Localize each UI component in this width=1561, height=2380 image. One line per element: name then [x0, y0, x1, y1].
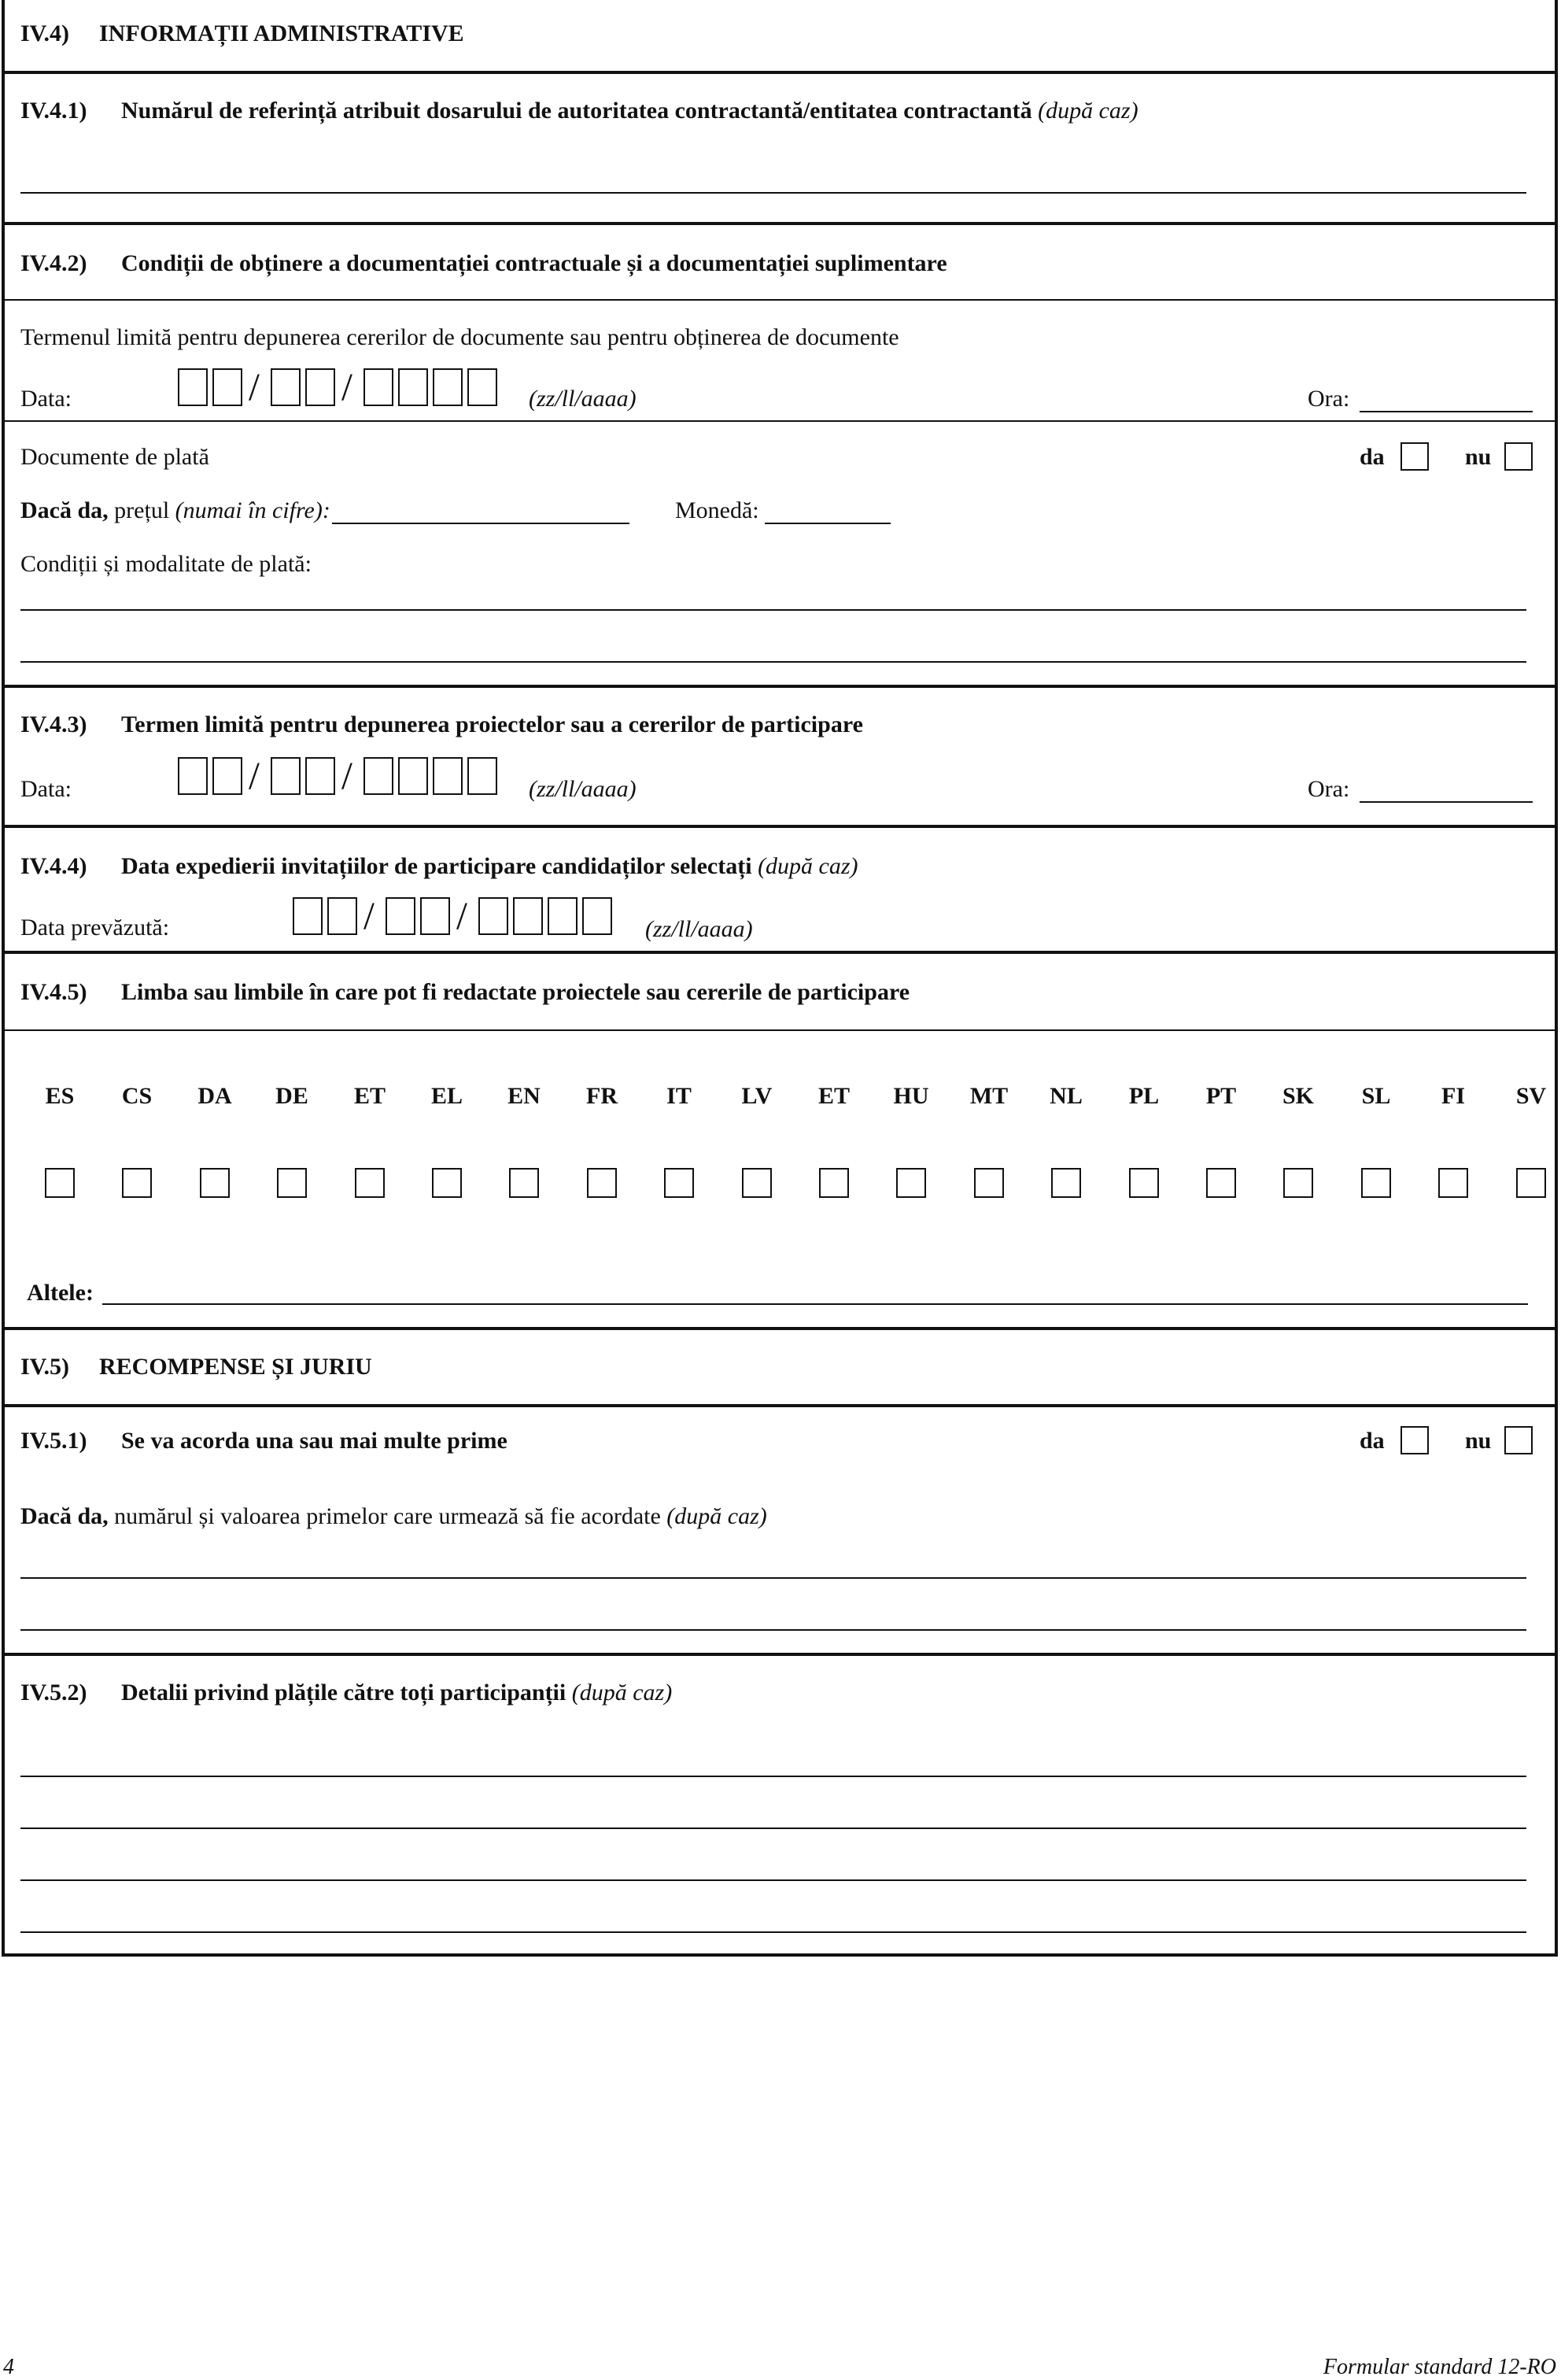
- date-separator: /: [456, 893, 467, 937]
- month-box[interactable]: [271, 757, 301, 795]
- section-iv-4-5-header: [5, 952, 1555, 1029]
- prizes-text: numărul și valoarea primelor care urmează să fie acordate: [114, 1503, 661, 1529]
- if-yes-label: Dacă da,: [20, 497, 109, 523]
- deadline-text: Termenul limită pentru depunerea cererilor de documente sau pentru obținerea de documente: [20, 324, 899, 350]
- date-label: Data:: [20, 386, 72, 412]
- year-box[interactable]: [467, 368, 497, 406]
- language-checkbox[interactable]: [974, 1168, 1004, 1198]
- date-boxes[interactable]: [293, 893, 623, 938]
- language-checkbox[interactable]: [819, 1168, 849, 1198]
- other-languages-line[interactable]: [102, 1303, 1528, 1305]
- language-label: IT: [666, 1083, 692, 1109]
- language-label: NL: [1050, 1083, 1083, 1109]
- date-boxes[interactable]: [178, 753, 508, 798]
- date-separator: /: [249, 364, 260, 408]
- reference-number-line[interactable]: [20, 192, 1526, 194]
- year-box[interactable]: [467, 757, 497, 795]
- section-number: IV.5.1): [20, 1428, 87, 1454]
- language-checkbox[interactable]: [1283, 1168, 1313, 1198]
- language-label: DA: [197, 1083, 232, 1109]
- year-box[interactable]: [363, 368, 393, 406]
- yes-label: da: [1360, 1428, 1385, 1454]
- date-boxes[interactable]: [178, 364, 508, 409]
- language-label: FR: [586, 1083, 618, 1109]
- section-iv-4-4: [5, 826, 1555, 951]
- section-title: Condiții de obținere a documentației contractuale și a documentației suplimentare: [121, 250, 947, 276]
- date-separator: /: [363, 893, 375, 937]
- language-label: SV: [1515, 1083, 1547, 1109]
- language-label: LV: [741, 1083, 773, 1109]
- language-checkbox[interactable]: [1206, 1168, 1236, 1198]
- price-note: (numai în cifre):: [175, 497, 330, 523]
- yes-label: da: [1360, 444, 1385, 470]
- language-label: EL: [430, 1083, 463, 1109]
- year-box[interactable]: [548, 897, 578, 935]
- payment-details-line-1[interactable]: [20, 1776, 1526, 1777]
- section-iv-5-2: [5, 1654, 1555, 1957]
- section-title: RECOMPENSE ȘI JURIU: [99, 1354, 372, 1380]
- day-box[interactable]: [178, 368, 208, 406]
- time-line[interactable]: [1360, 801, 1533, 803]
- no-checkbox[interactable]: [1504, 1426, 1533, 1454]
- date-format: (zz/ll/aaaa): [645, 916, 753, 942]
- other-languages-label: Altele:: [27, 1280, 94, 1306]
- section-title: Limba sau limbile în care pot fi redactate proiectele sau cererile de participare: [121, 979, 910, 1005]
- language-checkbox[interactable]: [664, 1168, 694, 1198]
- section-number: IV.4.4): [20, 853, 87, 879]
- section-title: Data expedierii invitațiilor de participare candidaților selectați: [121, 853, 752, 879]
- language-checkbox[interactable]: [509, 1168, 539, 1198]
- time-line[interactable]: [1360, 411, 1533, 412]
- language-checkbox[interactable]: [1129, 1168, 1159, 1198]
- language-checkbox[interactable]: [45, 1168, 75, 1198]
- payment-documents: [5, 422, 1555, 685]
- section-note: (după caz): [1038, 98, 1138, 124]
- section-title-wrap: [20, 855, 858, 878]
- section-title: Se va acorda una sau mai multe prime: [121, 1428, 507, 1454]
- language-checkbox[interactable]: [277, 1168, 307, 1198]
- time-label: Ora:: [1308, 776, 1350, 802]
- section-title-wrap: [20, 1681, 672, 1705]
- language-label: PT: [1205, 1083, 1237, 1109]
- section-iv-4-3: [5, 686, 1555, 825]
- price-input-line[interactable]: [332, 523, 629, 524]
- year-box[interactable]: [478, 897, 508, 935]
- section-note: (după caz): [666, 1503, 767, 1529]
- form-identifier: Formular standard 12-RO: [1323, 2355, 1556, 2379]
- date-separator: /: [341, 753, 352, 797]
- section-title: INFORMAȚII ADMINISTRATIVE: [99, 20, 464, 46]
- month-box[interactable]: [386, 897, 415, 935]
- page-number: 4: [3, 2355, 14, 2379]
- day-box[interactable]: [327, 897, 357, 935]
- if-yes-label: Dacă da,: [20, 1503, 109, 1529]
- language-checkbox[interactable]: [355, 1168, 385, 1198]
- price-line: [20, 499, 330, 523]
- section-number: IV.4.3): [20, 711, 87, 737]
- date-separator: /: [249, 753, 260, 797]
- year-box[interactable]: [513, 897, 543, 935]
- section-title: Numărul de referință atribuit dosarului de autoritatea contractantă/entitatea contractantă: [121, 98, 1032, 124]
- section-iv-4-2-header: [5, 224, 1555, 299]
- year-box[interactable]: [363, 757, 393, 795]
- date-format: (zz/ll/aaaa): [529, 776, 637, 802]
- payment-details-line-4[interactable]: [20, 1931, 1526, 1933]
- year-box[interactable]: [398, 368, 428, 406]
- language-label: CS: [121, 1083, 153, 1109]
- day-box[interactable]: [293, 897, 323, 935]
- section-title: Detalii privind plățile către toți participanții: [121, 1680, 566, 1706]
- time-label: Ora:: [1308, 386, 1350, 412]
- language-label: FI: [1441, 1083, 1465, 1109]
- no-label: nu: [1465, 444, 1492, 470]
- section-iv-5-1: [5, 1406, 1555, 1653]
- section-note: (după caz): [571, 1680, 673, 1706]
- payment-conditions-line-2[interactable]: [20, 661, 1526, 663]
- language-label: EN: [507, 1083, 541, 1109]
- language-checkbox[interactable]: [1516, 1168, 1546, 1198]
- language-checkbox[interactable]: [1051, 1168, 1081, 1198]
- section-note: (după caz): [758, 853, 858, 879]
- year-box[interactable]: [433, 368, 463, 406]
- language-label: SK: [1282, 1083, 1315, 1109]
- day-box[interactable]: [212, 368, 242, 406]
- section-number: IV.5): [20, 1354, 69, 1380]
- payment-details-line-3[interactable]: [20, 1879, 1526, 1881]
- payment-conditions-line-1[interactable]: [20, 609, 1526, 611]
- language-label: MT: [969, 1083, 1009, 1109]
- document-request-deadline: [5, 301, 1555, 420]
- language-label: HU: [893, 1083, 929, 1109]
- currency-input-line[interactable]: [765, 523, 891, 524]
- section-iv-5: [5, 1329, 1555, 1404]
- day-box[interactable]: [212, 757, 242, 795]
- language-label: PL: [1128, 1083, 1160, 1109]
- section-title-wrap: [121, 99, 1138, 123]
- section-title: Termen limită pentru depunerea proiectelor sau a cererilor de participare: [121, 711, 863, 737]
- prizes-line: [20, 1505, 767, 1528]
- language-label: ET: [353, 1083, 386, 1109]
- language-checkbox[interactable]: [742, 1168, 772, 1198]
- language-checkbox[interactable]: [587, 1168, 617, 1198]
- section-iv-4-1: [5, 72, 1555, 222]
- planned-date-label: Data prevăzută:: [20, 915, 170, 941]
- yes-checkbox[interactable]: [1400, 442, 1429, 471]
- no-label: nu: [1465, 1428, 1492, 1454]
- prizes-line-1[interactable]: [20, 1577, 1526, 1579]
- payment-details-line-2[interactable]: [20, 1828, 1526, 1829]
- yes-checkbox[interactable]: [1400, 1426, 1429, 1454]
- language-checkbox[interactable]: [200, 1168, 230, 1198]
- month-box[interactable]: [420, 897, 450, 935]
- date-format: (zz/ll/aaaa): [529, 386, 637, 412]
- payment-conditions-label: Condiții și modalitate de plată:: [20, 551, 312, 577]
- year-box[interactable]: [398, 757, 428, 795]
- year-box[interactable]: [433, 757, 463, 795]
- day-box[interactable]: [178, 757, 208, 795]
- language-checkbox[interactable]: [1438, 1168, 1468, 1198]
- currency-label: Monedă:: [675, 497, 759, 523]
- month-box[interactable]: [305, 368, 335, 406]
- section-number: IV.4.5): [20, 979, 87, 1005]
- date-label: Data:: [20, 776, 72, 802]
- form-section-iv: [2, 0, 1558, 1957]
- language-checkbox[interactable]: [896, 1168, 926, 1198]
- price-label: prețul: [114, 497, 170, 523]
- prizes-line-2[interactable]: [20, 1629, 1526, 1631]
- language-label: DE: [275, 1083, 308, 1109]
- no-checkbox[interactable]: [1504, 442, 1533, 471]
- section-iv-4: [5, 0, 1555, 72]
- language-checkbox[interactable]: [122, 1168, 152, 1198]
- section-number: IV.4.1): [20, 98, 87, 124]
- language-label: SL: [1361, 1083, 1391, 1109]
- month-box[interactable]: [271, 368, 301, 406]
- language-checkbox[interactable]: [1361, 1168, 1391, 1198]
- month-box[interactable]: [305, 757, 335, 795]
- language-label: ES: [45, 1083, 75, 1109]
- section-number: IV.5.2): [20, 1680, 87, 1706]
- section-number: IV.4): [20, 20, 69, 46]
- paid-documents-label: Documente de plată: [20, 444, 209, 470]
- year-box[interactable]: [582, 897, 612, 935]
- language-checkbox[interactable]: [432, 1168, 462, 1198]
- languages-grid: [5, 1031, 1555, 1327]
- language-label: ET: [817, 1083, 851, 1109]
- section-number: IV.4.2): [20, 250, 87, 276]
- date-separator: /: [341, 364, 352, 408]
